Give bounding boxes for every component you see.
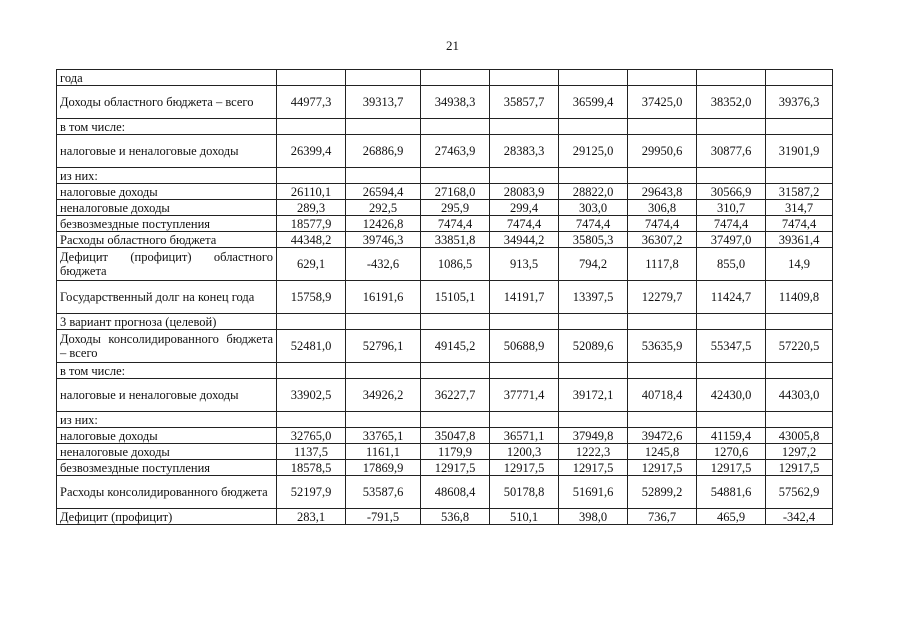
value-cell [421,363,490,379]
value-cell: 52899,2 [628,476,697,509]
value-cell [277,314,346,330]
value-cell [697,168,766,184]
value-cell: 12426,8 [346,216,421,232]
value-cell: 53635,9 [628,330,697,363]
value-cell: 33765,1 [346,428,421,444]
value-cell: 30566,9 [697,184,766,200]
value-cell: 52197,9 [277,476,346,509]
value-cell: 29125,0 [559,135,628,168]
table-row [57,330,833,363]
value-cell: 35047,8 [421,428,490,444]
value-cell: 26399,4 [277,135,346,168]
value-cell: 37497,0 [697,232,766,248]
row-label: Государственный долг на конец года [57,281,277,314]
value-cell: 7474,4 [766,216,833,232]
value-cell [559,70,628,86]
value-cell: 12917,5 [697,460,766,476]
budget-forecast-table [56,69,833,525]
value-cell: 39172,1 [559,379,628,412]
value-cell: 1117,8 [628,248,697,281]
row-label: из них: [57,412,277,428]
value-cell: -791,5 [346,509,421,525]
value-cell: 1137,5 [277,444,346,460]
value-cell: 43005,8 [766,428,833,444]
value-cell: 39746,3 [346,232,421,248]
value-cell: 54881,6 [697,476,766,509]
value-cell: 855,0 [697,248,766,281]
value-cell [628,70,697,86]
row-label: Доходы областного бюджета – всего [57,86,277,119]
value-cell: 27463,9 [421,135,490,168]
row-label: Дефицит (профицит) [57,509,277,525]
value-cell: 510,1 [490,509,559,525]
row-label: налоговые и неналоговые доходы [57,135,277,168]
value-cell: -342,4 [766,509,833,525]
value-cell: 18578,5 [277,460,346,476]
row-label: Расходы областного бюджета [57,232,277,248]
value-cell: 37949,8 [559,428,628,444]
value-cell [490,412,559,428]
row-label: налоговые доходы [57,428,277,444]
value-cell: 292,5 [346,200,421,216]
table-row [57,476,833,509]
value-cell: 49145,2 [421,330,490,363]
value-cell: 15105,1 [421,281,490,314]
value-cell [766,412,833,428]
table-body [57,70,833,525]
value-cell: 17869,9 [346,460,421,476]
value-cell: 55347,5 [697,330,766,363]
value-cell [421,412,490,428]
value-cell [277,168,346,184]
value-cell: 303,0 [559,200,628,216]
value-cell [346,314,421,330]
value-cell: 31587,2 [766,184,833,200]
value-cell [559,314,628,330]
value-cell: 26110,1 [277,184,346,200]
value-cell: 398,0 [559,509,628,525]
value-cell: 7474,4 [421,216,490,232]
value-cell [490,119,559,135]
value-cell: 35805,3 [559,232,628,248]
table-row [57,281,833,314]
value-cell: 48608,4 [421,476,490,509]
value-cell: 34926,2 [346,379,421,412]
value-cell: 913,5 [490,248,559,281]
value-cell: 7474,4 [697,216,766,232]
value-cell [277,119,346,135]
value-cell [346,412,421,428]
value-cell: 12917,5 [490,460,559,476]
value-cell: 30877,6 [697,135,766,168]
value-cell: 52089,6 [559,330,628,363]
value-cell [346,168,421,184]
value-cell: 295,9 [421,200,490,216]
value-cell: 465,9 [697,509,766,525]
table-row [57,86,833,119]
row-label: Дефицит (профицит) областного бюджета [57,248,277,281]
value-cell: 12917,5 [559,460,628,476]
value-cell: 34938,3 [421,86,490,119]
value-cell [346,363,421,379]
value-cell [277,412,346,428]
value-cell: 33902,5 [277,379,346,412]
value-cell [766,70,833,86]
value-cell [559,412,628,428]
value-cell: 41159,4 [697,428,766,444]
value-cell: 26886,9 [346,135,421,168]
value-cell: 794,2 [559,248,628,281]
value-cell: 39361,4 [766,232,833,248]
value-cell: 38352,0 [697,86,766,119]
value-cell: 40718,4 [628,379,697,412]
row-label: Доходы консолидированного бюджета – всего [57,330,277,363]
value-cell: 37771,4 [490,379,559,412]
value-cell [697,119,766,135]
value-cell: 15758,9 [277,281,346,314]
table-row [57,412,833,428]
value-cell: -432,6 [346,248,421,281]
value-cell [766,119,833,135]
value-cell: 50178,8 [490,476,559,509]
value-cell: 1161,1 [346,444,421,460]
value-cell: 18577,9 [277,216,346,232]
value-cell: 39376,3 [766,86,833,119]
value-cell [697,412,766,428]
value-cell: 536,8 [421,509,490,525]
value-cell: 50688,9 [490,330,559,363]
value-cell: 310,7 [697,200,766,216]
value-cell: 36571,1 [490,428,559,444]
value-cell: 44303,0 [766,379,833,412]
value-cell: 51691,6 [559,476,628,509]
table-row [57,168,833,184]
row-label: налоговые доходы [57,184,277,200]
value-cell [490,363,559,379]
value-cell: 13397,5 [559,281,628,314]
table-row [57,70,833,86]
value-cell [559,363,628,379]
value-cell [421,70,490,86]
table-row [57,184,833,200]
value-cell: 28822,0 [559,184,628,200]
table-row [57,200,833,216]
value-cell [277,363,346,379]
value-cell [277,70,346,86]
table-row [57,232,833,248]
value-cell: 1222,3 [559,444,628,460]
value-cell [490,70,559,86]
row-label: из них: [57,168,277,184]
value-cell [628,412,697,428]
value-cell: 27168,0 [421,184,490,200]
value-cell [697,314,766,330]
row-label: безвозмездные поступления [57,460,277,476]
value-cell: 14191,7 [490,281,559,314]
value-cell: 11409,8 [766,281,833,314]
value-cell: 1270,6 [697,444,766,460]
value-cell: 11424,7 [697,281,766,314]
table-row [57,379,833,412]
row-label: безвозмездные поступления [57,216,277,232]
value-cell: 57220,5 [766,330,833,363]
value-cell [346,119,421,135]
value-cell: 629,1 [277,248,346,281]
value-cell: 28083,9 [490,184,559,200]
page-number: 21 [446,38,459,53]
value-cell [766,314,833,330]
value-cell: 42430,0 [697,379,766,412]
value-cell: 29643,8 [628,184,697,200]
table-row [57,119,833,135]
value-cell: 7474,4 [628,216,697,232]
value-cell: 7474,4 [490,216,559,232]
value-cell [628,363,697,379]
value-cell [346,70,421,86]
table-row [57,428,833,444]
value-cell: 314,7 [766,200,833,216]
row-label: года [57,70,277,86]
value-cell: 29950,6 [628,135,697,168]
row-label: 3 вариант прогноза (целевой) [57,314,277,330]
value-cell: 283,1 [277,509,346,525]
row-label: неналоговые доходы [57,444,277,460]
value-cell: 37425,0 [628,86,697,119]
table-row [57,444,833,460]
value-cell: 39472,6 [628,428,697,444]
table-row [57,216,833,232]
value-cell: 1086,5 [421,248,490,281]
value-cell [628,314,697,330]
value-cell: 44977,3 [277,86,346,119]
value-cell: 12917,5 [766,460,833,476]
value-cell: 57562,9 [766,476,833,509]
value-cell: 36227,7 [421,379,490,412]
value-cell: 12917,5 [421,460,490,476]
table-row [57,135,833,168]
value-cell: 31901,9 [766,135,833,168]
row-label: в том числе: [57,363,277,379]
value-cell: 299,4 [490,200,559,216]
value-cell [490,168,559,184]
value-cell: 35857,7 [490,86,559,119]
value-cell [697,363,766,379]
value-cell: 39313,7 [346,86,421,119]
value-cell [628,168,697,184]
value-cell: 44348,2 [277,232,346,248]
value-cell: 52796,1 [346,330,421,363]
value-cell: 7474,4 [559,216,628,232]
value-cell [421,314,490,330]
table-row [57,509,833,525]
value-cell: 34944,2 [490,232,559,248]
value-cell: 736,7 [628,509,697,525]
value-cell: 14,9 [766,248,833,281]
table-row [57,460,833,476]
value-cell [766,168,833,184]
value-cell [628,119,697,135]
value-cell: 12279,7 [628,281,697,314]
value-cell: 28383,3 [490,135,559,168]
value-cell: 52481,0 [277,330,346,363]
value-cell [421,119,490,135]
table-row [57,248,833,281]
value-cell: 1200,3 [490,444,559,460]
value-cell [697,70,766,86]
value-cell: 32765,0 [277,428,346,444]
value-cell: 16191,6 [346,281,421,314]
value-cell [490,314,559,330]
value-cell [559,119,628,135]
value-cell: 306,8 [628,200,697,216]
value-cell: 1245,8 [628,444,697,460]
value-cell: 53587,6 [346,476,421,509]
value-cell: 1297,2 [766,444,833,460]
value-cell [421,168,490,184]
value-cell: 289,3 [277,200,346,216]
value-cell: 33851,8 [421,232,490,248]
table-row [57,314,833,330]
row-label: неналоговые доходы [57,200,277,216]
value-cell: 36599,4 [559,86,628,119]
value-cell [766,363,833,379]
row-label: Расходы консолидированного бюджета [57,476,277,509]
value-cell [559,168,628,184]
row-label: в том числе: [57,119,277,135]
row-label: налоговые и неналоговые доходы [57,379,277,412]
table-row [57,363,833,379]
value-cell: 1179,9 [421,444,490,460]
value-cell: 26594,4 [346,184,421,200]
value-cell: 12917,5 [628,460,697,476]
value-cell: 36307,2 [628,232,697,248]
